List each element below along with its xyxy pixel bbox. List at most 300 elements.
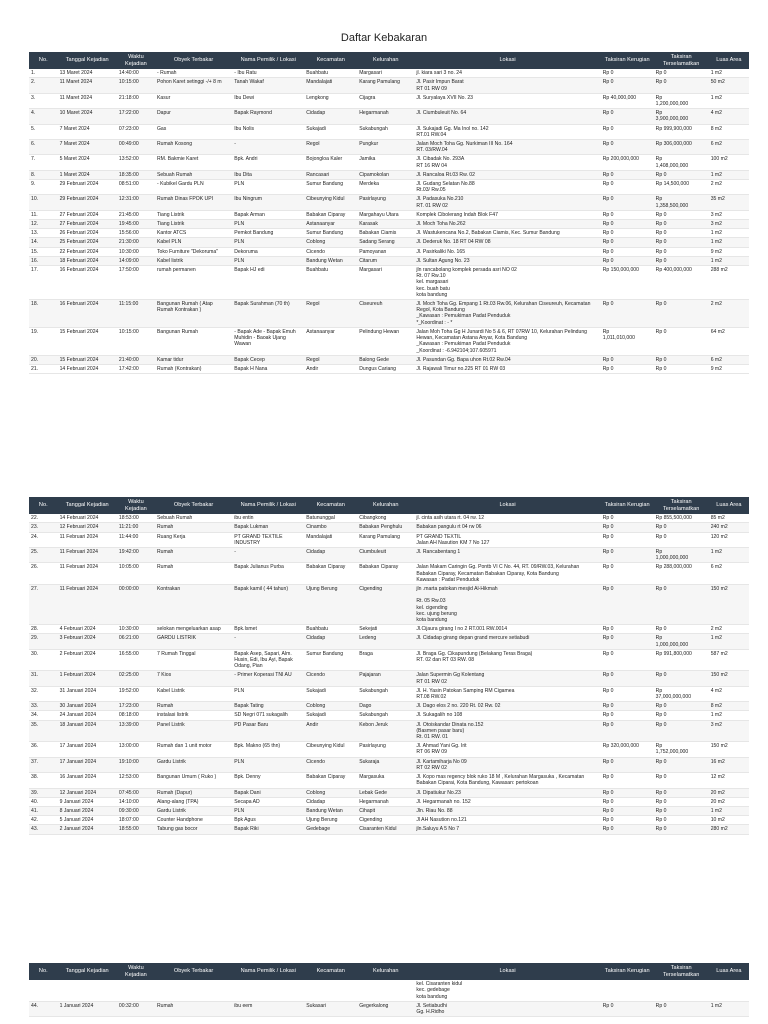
cell-lokasi: Jalan Moch Toha Gg. Nurkiman III No. 164 RT. 03/RW.04 [414, 140, 600, 155]
cell-luas: 4 m2 [709, 109, 749, 124]
cell-luas: 1 m2 [709, 806, 749, 815]
cell-kecamatan: Buahbatu [304, 69, 357, 78]
cell-kelurahan: Braga [357, 649, 414, 671]
cell-obyek: RM. Bakmie Karet [155, 155, 232, 170]
cell-luas: 9 m2 [709, 247, 749, 256]
cell-kelurahan: Sadang Serang [357, 238, 414, 247]
cell-tanggal: 4 Februari 2024 [58, 625, 117, 634]
cell-kecamatan: Buahbatu [304, 625, 357, 634]
cell-obyek: Gardu Listrik [155, 757, 232, 772]
cell-tanggal: 18 Januari 2024 [58, 720, 117, 742]
cell-obyek: Kasur [155, 93, 232, 108]
cell-tanggal: 10 Maret 2024 [58, 109, 117, 124]
cell-pemilik: Bapak Asep, Sapari, Alm. Husin, Edi, Ibu Ayi, Bapak Odang, Pian [232, 649, 304, 671]
table-row [29, 170, 749, 179]
cell-waktu: 11:15:00 [117, 300, 155, 328]
cell-obyek: Dapur [155, 109, 232, 124]
cell-tanggal: 11 Februari 2024 [58, 548, 117, 563]
cell-luas: 1 m2 [709, 711, 749, 720]
cell-pemilik: - Primer Koperasi TNI AU [232, 671, 304, 686]
cell-kecamatan: Babakan Ciparay [304, 773, 357, 788]
cell-luas: 1 m2 [709, 93, 749, 108]
cell-kelurahan: Cigending [357, 816, 414, 825]
cell-waktu: 11:21:00 [117, 523, 155, 532]
table-row [29, 742, 749, 757]
cell-no: 28. [29, 625, 58, 634]
cell-pemilik: Bapak Surahman (70 th) [232, 300, 304, 328]
cell-kerugian: Rp 40,000,000 [601, 93, 654, 108]
cell-kerugian: Rp 0 [601, 238, 654, 247]
cell-kecamatan: Mandalajati [304, 532, 357, 547]
header-obyek: Obyek Terbakar [155, 497, 232, 514]
table-row [29, 1001, 749, 1016]
table-row [29, 585, 749, 625]
cell-no: 4. [29, 109, 58, 124]
cell-luas: 12 m2 [709, 773, 749, 788]
cell-kelurahan: Sukabungah [357, 124, 414, 139]
cell-waktu: 17:22:00 [117, 109, 155, 124]
cell-kelurahan: Dago [357, 702, 414, 711]
cell-waktu: 13:39:00 [117, 720, 155, 742]
cell-luas: 8 m2 [709, 702, 749, 711]
cell-tanggal: 27 Februari 2024 [58, 220, 117, 229]
cell-no: 24. [29, 532, 58, 547]
cell-tanggal: 16 Januari 2024 [58, 773, 117, 788]
cell-waktu: 15:56:00 [117, 229, 155, 238]
cell-no: 29. [29, 634, 58, 649]
cell-no: 22. [29, 514, 58, 523]
header-kelurahan: Kelurahan [357, 497, 414, 514]
cell-tanggal: 24 Januari 2024 [58, 711, 117, 720]
cell-luas: 3 m2 [709, 210, 749, 219]
cell-lokasi: Jl. Rancabentang 1 [414, 548, 600, 563]
cell-pemilik: Bapak kamil ( 44 tahun) [232, 585, 304, 625]
table-row [29, 256, 749, 265]
cell-lokasi: jl. cinta asih utara rt. 04 rw. 12 [414, 514, 600, 523]
cell-kerugian: Rp 0 [601, 364, 654, 373]
cell-kelurahan: Ciumbuleuit [357, 548, 414, 563]
cell-no: 2. [29, 78, 58, 93]
cell-no: 38. [29, 773, 58, 788]
cell-lokasi: Jl. Wastukencana No.2, Babakan Ciamis, Kec. Sumur Bandung [414, 229, 600, 238]
cell-kecamatan: Cidadap [304, 109, 357, 124]
cell-kerugian: Rp 0 [601, 702, 654, 711]
cell-tanggal: 1 Maret 2024 [58, 170, 117, 179]
cell-kecamatan: Regol [304, 300, 357, 328]
cell-no: 23. [29, 523, 58, 532]
cell-terselamatkan: Rp 0 [654, 806, 709, 815]
cell-terselamatkan: Rp 0 [654, 585, 709, 625]
cell-tanggal: 17 Januari 2024 [58, 742, 117, 757]
cell-luas: 1 m2 [709, 1001, 749, 1016]
header-luas: Luas Area [709, 963, 749, 980]
header-no: No. [29, 497, 58, 514]
cell-no: 12. [29, 220, 58, 229]
cell-lokasi: Jl. Moch Toha Gg. Empang 1 Rt.03 Rw.06, Kelurahan Ciseureuh, Kecamatan Regol, Kota Bandung _Kawasan : Pemukiman Padat Penduduk *_Koordinat : - * [414, 300, 600, 328]
table-row [29, 109, 749, 124]
cell-no: 27. [29, 585, 58, 625]
cell-luas: 1 m2 [709, 69, 749, 78]
table-row [29, 247, 749, 256]
table-row [29, 523, 749, 532]
cell-kelurahan: Kebon Jeruk [357, 720, 414, 742]
cell-pemilik: - Ibu Ratu [232, 69, 304, 78]
cell-pemilik: Ibu Dita [232, 170, 304, 179]
cell-pemilik: Bpk. Denny [232, 773, 304, 788]
cell-obyek [155, 980, 232, 1001]
cell-kecamatan: Andir [304, 720, 357, 742]
cell-kelurahan: Sukabungah [357, 686, 414, 701]
cell-no: 10. [29, 195, 58, 210]
cell-lokasi: Jl. Pasir Impun Barat RT 01 RW 09 [414, 78, 600, 93]
cell-luas: 6 m2 [709, 140, 749, 155]
cell-obyek: Rumah (Dapur) [155, 788, 232, 797]
cell-tanggal: 30 Januari 2024 [58, 702, 117, 711]
cell-obyek: Sebuah Rumah [155, 170, 232, 179]
cell-waktu: 21:45:00 [117, 210, 155, 219]
cell-luas: 1 m2 [709, 548, 749, 563]
cell-tanggal: 1 Januari 2024 [58, 1001, 117, 1016]
cell-tanggal: 18 Februari 2024 [58, 256, 117, 265]
cell-pemilik: Ibu Ningrum [232, 195, 304, 210]
table-row [29, 155, 749, 170]
cell-no: 14. [29, 238, 58, 247]
cell-lokasi: Jl. Dederuk No. 18 RT 04 RW 08 [414, 238, 600, 247]
cell-no: 30. [29, 649, 58, 671]
cell-pemilik: Bapak Raymond [232, 109, 304, 124]
cell-tanggal: 1 Februari 2024 [58, 671, 117, 686]
table-row [29, 238, 749, 247]
cell-waktu: 00:32:00 [117, 1001, 155, 1016]
cell-terselamatkan: Rp 0 [654, 711, 709, 720]
cell-kerugian: Rp 0 [601, 806, 654, 815]
cell-terselamatkan: Rp 999,900,000 [654, 124, 709, 139]
header-waktu: Waktu Kejadian [117, 52, 155, 69]
cell-waktu: 19:10:00 [117, 757, 155, 772]
cell-no: 32. [29, 686, 58, 701]
cell-kecamatan: Ujung Berung [304, 816, 357, 825]
cell-pemilik: PLN [232, 757, 304, 772]
cell-tanggal: 26 Februari 2024 [58, 229, 117, 238]
cell-waktu: 17:42:00 [117, 364, 155, 373]
header-obyek: Obyek Terbakar [155, 963, 232, 980]
table-row [29, 210, 749, 219]
cell-obyek: - Kubikel Gardu PLN [155, 180, 232, 195]
cell-lokasi: Jl. Ahmad Yani Gg. Irit RT 06 RW 09 [414, 742, 600, 757]
cell-no: 18. [29, 300, 58, 328]
cell-lokasi: Babakan pangulu rt 04 rw 06 [414, 523, 600, 532]
cell-terselamatkan: Rp 0 [654, 210, 709, 219]
cell-kerugian: Rp 0 [601, 711, 654, 720]
cell-kerugian: Rp 0 [601, 140, 654, 155]
cell-tanggal: 13 Maret 2024 [58, 69, 117, 78]
cell-terselamatkan: Rp 288,000,000 [654, 563, 709, 585]
cell-obyek: Kabel PLN [155, 238, 232, 247]
cell-no: 11. [29, 210, 58, 219]
cell-kerugian: Rp 0 [601, 69, 654, 78]
cell-no: 8. [29, 170, 58, 179]
cell-kerugian: Rp 0 [601, 720, 654, 742]
table-row [29, 514, 749, 523]
cell-lokasi: Jalan Moh Toha Gg H Junardi No 5 & 6, RT 07RW 10, Kelurahan Pelindung Hewan, Kecamatan Astana Anyar, Kota Bandung _Kawasan : Pemukiman Padat Penduduk _Koordinat : -6.942104;107.605971 [414, 327, 600, 355]
cell-kelurahan: Margasari [357, 69, 414, 78]
cell-tanggal: 27 Februari 2024 [58, 210, 117, 219]
cell-luas: 20 m2 [709, 788, 749, 797]
table-row [29, 702, 749, 711]
table-row [29, 825, 749, 834]
cell-kerugian: Rp 0 [601, 523, 654, 532]
table-row [29, 671, 749, 686]
cell-kecamatan: Cicendo [304, 247, 357, 256]
cell-pemilik: PLN [232, 806, 304, 815]
cell-no: 44. [29, 1001, 58, 1016]
cell-kecamatan: Coblong [304, 238, 357, 247]
cell-lokasi: Jl. Hegarmanah no. 152 [414, 797, 600, 806]
table-row [29, 563, 749, 585]
cell-pemilik: Bapak Dani [232, 788, 304, 797]
page-title: Daftar Kebakaran [340, 32, 428, 44]
cell-tanggal: 11 Februari 2024 [58, 585, 117, 625]
cell-no: 21. [29, 364, 58, 373]
cell-kecamatan: Sumur Bandung [304, 180, 357, 195]
cell-kecamatan: Cibeunying Kidul [304, 742, 357, 757]
table-row [29, 806, 749, 815]
cell-luas: 1 m2 [709, 634, 749, 649]
cell-tanggal: 11 Maret 2024 [58, 78, 117, 93]
cell-pemilik: PD Pasar Baru [232, 720, 304, 742]
cell-obyek: - Rumah [155, 69, 232, 78]
cell-tanggal: 2 Januari 2024 [58, 825, 117, 834]
header-tanggal: Tanggal Kejadian [58, 963, 117, 980]
cell-no: 9. [29, 180, 58, 195]
cell-waktu: 18:07:00 [117, 816, 155, 825]
cell-luas: 9 m2 [709, 364, 749, 373]
cell-obyek: Tabung gas bocor [155, 825, 232, 834]
cell-tanggal: 15 Februari 2024 [58, 327, 117, 355]
cell-lokasi: Jl AH Nasution no.121 [414, 816, 600, 825]
cell-lokasi: Komplek Cibolerang Indah Blok F47 [414, 210, 600, 219]
cell-pemilik: ibu entin [232, 514, 304, 523]
cell-kerugian: Rp 0 [601, 220, 654, 229]
cell-tanggal: 5 Maret 2024 [58, 155, 117, 170]
table-row [29, 773, 749, 788]
cell-kecamatan: Astanaanyar [304, 327, 357, 355]
cell-pemilik: Ibu Dewi [232, 93, 304, 108]
cell-terselamatkan: Rp 0 [654, 523, 709, 532]
cell-luas: 2 m2 [709, 300, 749, 328]
table-row [29, 711, 749, 720]
cell-luas: 120 m2 [709, 532, 749, 547]
cell-lokasi: Jl.Cijaura girang I no 2 RT.001 RW.0014 [414, 625, 600, 634]
cell-luas: 150 m2 [709, 742, 749, 757]
cell-kelurahan: Babakan Ciparay [357, 563, 414, 585]
cell-kerugian: Rp 0 [601, 180, 654, 195]
cell-luas: 150 m2 [709, 671, 749, 686]
cell-no: 5. [29, 124, 58, 139]
cell-waktu: 06:21:00 [117, 634, 155, 649]
table-row [29, 364, 749, 373]
cell-no: 37. [29, 757, 58, 772]
fire-table-page1 [29, 52, 749, 374]
cell-kecamatan: Cidadap [304, 634, 357, 649]
cell-lokasi: Jl. Padasuka No.210 RT. 01 RW 02 [414, 195, 600, 210]
cell-luas: 587 m2 [709, 649, 749, 671]
cell-no: 19. [29, 327, 58, 355]
cell-lokasi: Jl. Sultan Agung No. 23 [414, 256, 600, 265]
cell-kelurahan: Sukaraja [357, 757, 414, 772]
cell-terselamatkan: Rp 37,000,000,000 [654, 686, 709, 701]
cell-terselamatkan: Rp 306,000,000 [654, 140, 709, 155]
header-kecamatan: Kecamatan [304, 52, 357, 69]
cell-kecamatan: Sukajadi [304, 711, 357, 720]
cell-waktu: 02:25:00 [117, 671, 155, 686]
cell-kelurahan: Karasak [357, 220, 414, 229]
cell-kerugian: Rp 0 [601, 78, 654, 93]
cell-no: 42. [29, 816, 58, 825]
cell-luas: 85 m2 [709, 514, 749, 523]
cell-pemilik: - [232, 140, 304, 155]
cell-tanggal: 15 Februari 2024 [58, 355, 117, 364]
table-row [29, 140, 749, 155]
cell-terselamatkan: Rp 0 [654, 327, 709, 355]
cell-kecamatan: Batununggal [304, 514, 357, 523]
cell-kecamatan: Cidadap [304, 548, 357, 563]
cell-obyek: Gardu Listrik [155, 806, 232, 815]
cell-terselamatkan: Rp 0 [654, 300, 709, 328]
cell-obyek: Gas [155, 124, 232, 139]
cell-waktu: 10:05:00 [117, 563, 155, 585]
cell-waktu: 08:18:00 [117, 711, 155, 720]
cell-tanggal: 2 Februari 2024 [58, 649, 117, 671]
cell-luas: 50 m2 [709, 78, 749, 93]
cell-lokasi: Jalan Supermin Gg Kolentang RT 01 RW 02 [414, 671, 600, 686]
cell-kecamatan: Bandung Wetan [304, 256, 357, 265]
cell-pemilik: Bapak Arman [232, 210, 304, 219]
cell-kerugian: Rp 0 [601, 124, 654, 139]
cell-tanggal: 29 Februari 2024 [58, 195, 117, 210]
cell-kerugian: Rp 200,000,000 [601, 155, 654, 170]
header-luas: Luas Area [709, 52, 749, 69]
cell-terselamatkan: Rp 855,500,000 [654, 514, 709, 523]
cell-tanggal: 29 Februari 2024 [58, 180, 117, 195]
cell-lokasi: Jl. Braga Gg. Cikapundung (Belakang Teras Braga) RT. 02 dan RT 03 RW. 08 [414, 649, 600, 671]
cell-kelurahan: Pasirlayung [357, 742, 414, 757]
cell-kerugian: Rp 0 [601, 797, 654, 806]
cell-lokasi: Jl. Rajawali Timur no.225 RT 01 RW 03 [414, 364, 600, 373]
cell-terselamatkan: Rp 0 [654, 355, 709, 364]
table-row [29, 220, 749, 229]
cell-kecamatan: Lengkong [304, 93, 357, 108]
cell-terselamatkan: Rp 0 [654, 702, 709, 711]
header-no: No. [29, 963, 58, 980]
cell-tanggal: 11 Februari 2024 [58, 532, 117, 547]
cell-kecamatan: Gedebage [304, 825, 357, 834]
cell-waktu: 14:40:00 [117, 69, 155, 78]
cell-lokasi: Jl. Gudang Selatan No.88 Rt.03/ Rw.05 [414, 180, 600, 195]
cell-kelurahan: Jamika [357, 155, 414, 170]
header-kecamatan: Kecamatan [304, 963, 357, 980]
cell-lokasi: Jl. Rancaloa Rt.03 Rw. 02 [414, 170, 600, 179]
header-waktu: Waktu Kejadian [117, 963, 155, 980]
cell-kelurahan: Cigending [357, 585, 414, 625]
cell-kelurahan [357, 980, 414, 1001]
cell-no: 16. [29, 256, 58, 265]
cell-pemilik: Bapak H Nana [232, 364, 304, 373]
header-tanggal: Tanggal Kejadian [58, 52, 117, 69]
cell-tanggal: 8 Januari 2024 [58, 806, 117, 815]
cell-kecamatan: Sumur Bandung [304, 229, 357, 238]
cell-terselamatkan: Rp 0 [654, 671, 709, 686]
cell-kelurahan: Pamoyanan [357, 247, 414, 256]
cell-kerugian: Rp 150,000,000 [601, 266, 654, 300]
cell-kelurahan: Pasirlayung [357, 195, 414, 210]
cell-no: 40. [29, 797, 58, 806]
cell-pemilik: Bapak Riki [232, 825, 304, 834]
cell-waktu: 14:10:00 [117, 797, 155, 806]
cell-tanggal: 3 Februari 2024 [58, 634, 117, 649]
cell-waktu: 00:00:00 [117, 585, 155, 625]
cell-pemilik: Secapa AD [232, 797, 304, 806]
cell-luas: 6 m2 [709, 563, 749, 585]
cell-pemilik: SD Negri 071 sukagalih [232, 711, 304, 720]
cell-terselamatkan: Rp 0 [654, 238, 709, 247]
cell-kerugian: Rp 1,011,010,000 [601, 327, 654, 355]
cell-luas: 280 m2 [709, 825, 749, 834]
cell-waktu: 21:40:00 [117, 355, 155, 364]
cell-luas [709, 980, 749, 1001]
cell-waktu: 19:42:00 [117, 548, 155, 563]
cell-obyek: Ruang Kerja [155, 532, 232, 547]
cell-kerugian: Rp 0 [601, 355, 654, 364]
cell-waktu: 19:52:00 [117, 686, 155, 701]
table-row [29, 229, 749, 238]
cell-waktu: 21:18:00 [117, 93, 155, 108]
cell-obyek: Tiang Listrik [155, 210, 232, 219]
cell-obyek: Rumah dan 1 unit motor [155, 742, 232, 757]
cell-kecamatan: Astanaanyar [304, 220, 357, 229]
cell-kelurahan: Pajajaran [357, 671, 414, 686]
cell-tanggal: 11 Februari 2024 [58, 563, 117, 585]
cell-terselamatkan: Rp 0 [654, 757, 709, 772]
cell-lokasi: Jl. Kartamiharja No 09 RT 02 RW 02 [414, 757, 600, 772]
header-waktu: Waktu Kejadian [117, 497, 155, 514]
table-row [29, 532, 749, 547]
cell-terselamatkan: Rp 1,358,500,000 [654, 195, 709, 210]
cell-terselamatkan: Rp 14,500,000 [654, 180, 709, 195]
cell-no: 6. [29, 140, 58, 155]
cell-terselamatkan: Rp 400,000,000 [654, 266, 709, 300]
cell-obyek: Alang-alang (TPA) [155, 797, 232, 806]
cell-terselamatkan: Rp 0 [654, 256, 709, 265]
cell-kecamatan: Andir [304, 364, 357, 373]
cell-waktu: 14:09:00 [117, 256, 155, 265]
cell-obyek: Bangunan Rumah [155, 327, 232, 355]
cell-lokasi: jln .marta patokan mesjid Al-Hikmah Rt. 05 Rw.03 kel. cigending kec. ujung berung kota bandung [414, 585, 600, 625]
cell-obyek: Rumah (Kontrakan) [155, 364, 232, 373]
cell-obyek: Toko Furniture "Dekoruma" [155, 247, 232, 256]
cell-lokasi: Jl. Sukagalih no 108 [414, 711, 600, 720]
cell-terselamatkan: Rp 0 [654, 720, 709, 742]
cell-pemilik: PLN [232, 686, 304, 701]
cell-kelurahan: Citarum [357, 256, 414, 265]
cell-terselamatkan: Rp 0 [654, 229, 709, 238]
cell-obyek: 7 Kios [155, 671, 232, 686]
cell-luas: 240 m2 [709, 523, 749, 532]
cell-kelurahan: Ciseureuh [357, 300, 414, 328]
cell-tanggal: 9 Januari 2024 [58, 797, 117, 806]
cell-waktu: 08:51:00 [117, 180, 155, 195]
cell-no: 25. [29, 548, 58, 563]
